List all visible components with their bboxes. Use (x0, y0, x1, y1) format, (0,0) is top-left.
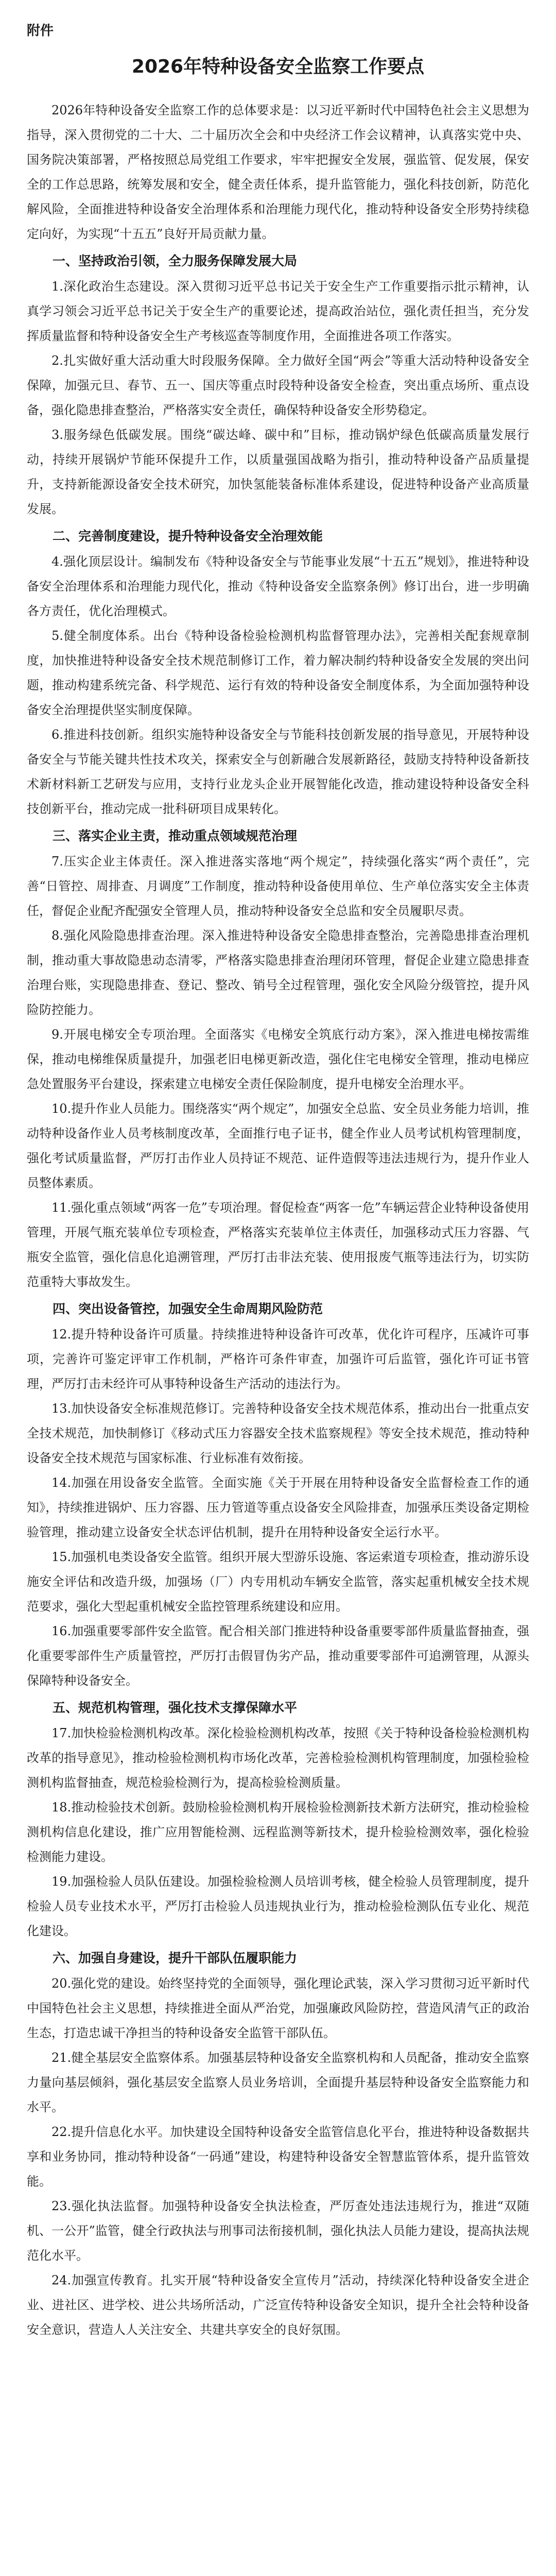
section-paragraph: 12.提升特种设备许可质量。持续推进特种设备许可改革，优化许可程序，压减许可事项，完善许可鉴定评审工作机制，严格许可条件审查，加强许可后监管，强化许可证书管理，严厉打击未经许可从事特种设备生产活动的违法行为。 (27, 1327, 529, 1391)
attachment-label: 附件 (27, 23, 54, 39)
section-paragraph: 9.开展电梯安全专项治理。全面落实《电梯安全筑底行动方案》，深入推进电梯按需维保，推动电梯维保质量提升，加强老旧电梯更新改造，强化住宅电梯安全管理，推动电梯应急处置服务平台建设，探索建立电梯安全责任保险制度，提升电梯安全治理水平。 (27, 1027, 529, 1091)
section-paragraph: 2.扎实做好重大活动重大时段服务保障。全力做好全国“两会”等重大活动特种设备安全保障，加强元旦、春节、五一、国庆等重点时段特种设备安全检查，突出重点场所、重点设备，强化隐患排查整治，严格落实安全责任，确保特种设备安全形势稳定。 (27, 353, 529, 417)
section-paragraph: 8.强化风险隐患排查治理。深入推进特种设备安全隐患排查整治，完善隐患排查治理机制，推动重大事故隐患动态清零，严格落实隐患排查治理闭环管理，督促企业建立隐患排查治理台账，实现隐患排查、登记、整改、销号全过程管理，强化安全风险分级管控，提升风险防控能力。 (27, 928, 529, 1017)
section-paragraph: 15.加强机电类设备安全监管。组织开展大型游乐设施、客运索道专项检查，推动游乐设施安全评估和改造升级，加强场（厂）内专用机动车辆安全监管，落实起重机械安全技术规范要求，强化大型起重机械安全监控管理系统建设和应用。 (27, 1550, 529, 1614)
section-heading: 一、坚持政治引领，全力服务保障发展大局 (53, 253, 298, 268)
section-paragraph: 20.强化党的建设。始终坚持党的全面领导，强化理论武装，深入学习贯彻习近平新时代中国特色社会主义思想，持续推进全面从严治党，加强廉政风险防控，营造风清气正的政治生态，打造忠诚干净担当的特种设备安全监管干部队伍。 (27, 1976, 529, 2040)
section-paragraph: 23.强化执法监督。加强特种设备安全执法检查，严厉查处违法违规行为，推进“双随机、一公开”监管，健全行政执法与刑事司法衔接机制，强化执法人员能力建设，提高执法规范化水平。 (27, 2199, 529, 2263)
section-paragraph: 3.服务绿色低碳发展。围绕“碳达峰、碳中和”目标，推动锅炉绿色低碳高质量发展行动，持续开展锅炉节能环保提升工作，以质量强国战略为指引，推动特种设备产品质量提升，支持新能源设备安全技术研究，加快氢能装备标准体系建设，促进特种设备产业高质量发展。 (27, 428, 529, 516)
document-title: 2026年特种设备安全监察工作要点 (131, 56, 425, 77)
section-paragraph: 24.加强宣传教育。扎实开展“特种设备安全宣传月”活动，持续深化特种设备安全进企业、进社区、进学校、进公共场所活动，广泛宣传特种设备安全知识，提升全社会特种设备安全意识，营造人人关注安全、共建共享安全的良好氛围。 (27, 2273, 529, 2337)
section-paragraph: 14.加强在用设备安全监管。全面实施《关于开展在用特种设备安全监督检查工作的通知》，持续推进锅炉、压力容器、压力管道等重点设备安全风险排查，加强承压类设备定期检验管理，推动建立设备安全状态评估机制，提升在用特种设备安全运行水平。 (27, 1476, 529, 1539)
intro-paragraph: 2026年特种设备安全监察工作的总体要求是：以习近平新时代中国特色社会主义思想为指导，深入贯彻党的二十大、二十届历次全会和中央经济工作会议精神，认真落实党中央、国务院决策部署，严格按照总局党组工作要求，牢牢把握安全发展，强监管、促发展，保安全的工作总思路，统筹发展和安全，健全责任体系，提升监管能力，强化科技创新，防范化解风险，全面推进特种设备安全治理体系和治理能力现代化，推动特种设备安全形势持续稳定向好，为实现“十五五”良好开局贡献力量。 (27, 103, 529, 241)
section-paragraph: 4.强化顶层设计。编制发布《特种设备安全与节能事业发展“十五五”规划》，推进特种设备安全治理体系和治理能力现代化，推动《特种设备安全监察条例》修订出台，进一步明确各方责任，优化治理模式。 (27, 554, 529, 618)
section-heading: 二、完善制度建设，提升特种设备安全治理效能 (53, 529, 323, 544)
section-heading: 四、突出设备管控，加强安全生命周期风险防范 (53, 1301, 323, 1316)
section-paragraph: 16.加强重要零部件安全监管。配合相关部门推进特种设备重要零部件质量监督抽查，强化重要零部件生产质量管控，严厉打击假冒伪劣产品，推动重要零部件可追溯管理，从源头保障特种设备安全。 (27, 1624, 529, 1688)
section-paragraph: 22.提升信息化水平。加快建设全国特种设备安全监管信息化平台，推进特种设备数据共享和业务协同，推动特种设备“一码通”建设，构建特种设备安全智慧监管体系，提升监管效能。 (27, 2125, 529, 2189)
document-body (27, 248, 529, 2342)
section-paragraph: 1.深化政治生态建设。深入贯彻习近平总书记关于安全生产工作重要指示批示精神，认真学习领会习近平总书记关于安全生产的重要论述，提高政治站位，强化责任担当，充分发挥质量监督和特种设备安全生产考核巡查等制度作用，全面推进各项工作落实。 (27, 279, 529, 343)
section-heading: 六、加强自身建设，提升干部队伍履职能力 (53, 1951, 298, 1965)
section-paragraph: 6.推进科技创新。组织实施特种设备安全与节能科技创新发展的指导意见，开展特种设备安全与节能关键共性技术攻关，探索安全与创新融合发展新路径，鼓励支持特种设备新技术新材料新工艺研发与应用，支持行业龙头企业开展智能化改造，推动建设特种设备安全科技创新平台，推动完成一批科研项目成果转化。 (27, 727, 529, 816)
section-paragraph: 13.加快设备安全标准规范修订。完善特种设备安全技术规范体系，推动出台一批重点安全技术规范，加快制修订《移动式压力容器安全技术监察规程》等安全技术规范，推动特种设备安全技术规范与国家标准、行业标准有效衔接。 (27, 1401, 529, 1465)
section-paragraph: 5.健全制度体系。出台《特种设备检验检测机构监督管理办法》，完善相关配套规章制度，加快推进特种设备安全技术规范制修订工作，着力解决制约特种设备安全发展的突出问题，推动构建系统完备、科学规范、运行有效的特种设备安全制度体系，为全面加强特种设备安全治理提供坚实制度保障。 (27, 629, 529, 717)
section-paragraph: 11.强化重点领域“两客一危”专项治理。督促检查“两客一危”车辆运营企业特种设备使用管理，开展气瓶充装单位专项检查，严格落实充装单位主体责任，加强移动式压力容器、气瓶安全监管，强化信息化追溯管理，严厉打击非法充装、使用报废气瓶等违法行为，切实防范重特大事故发生。 (27, 1200, 529, 1289)
section-paragraph: 7.压实企业主体责任。深入推进落实落地“两个规定”，持续强化落实“两个责任”，完善“日管控、周排查、月调度”工作制度，推动特种设备使用单位、生产单位落实安全主体责任，督促企业配齐配强安全管理人员，推动特种设备安全总监和安全员履职尽责。 (27, 854, 529, 918)
section-paragraph: 10.提升作业人员能力。围绕落实“两个规定”，加强安全总监、安全员业务能力培训，推动特种设备作业人员考核制度改革，全面推行电子证书，健全作业人员考试机构管理制度，强化考试质量监督，严厉打击作业人员持证不规范、证件造假等违法违规行为，提升作业人员整体素质。 (27, 1101, 529, 1190)
section-paragraph: 21.健全基层安全监察体系。加强基层特种设备安全监察机构和人员配备，推动安全监察力量向基层倾斜，强化基层安全监察人员业务培训，全面提升基层特种设备安全监察能力和水平。 (27, 2050, 529, 2114)
section-paragraph: 17.加快检验检测机构改革。深化检验检测机构改革，按照《关于特种设备检验检测机构改革的指导意见》，推动检验检测机构市场化改革，完善检验检测机构管理制度，加强检验检测机构监督抽查，规范检验检测行为，提高检验检测质量。 (27, 1726, 529, 1790)
section-paragraph: 19.加强检验人员队伍建设。加强检验检测人员培训考核，健全检验人员管理制度，提升检验人员专业技术水平，严厉打击检验人员违规执业行为，推动检验检测队伍专业化、规范化建设。 (27, 1874, 529, 1938)
section-heading: 三、落实企业主责，推动重点领域规范治理 (53, 828, 298, 843)
section-heading: 五、规范机构管理，强化技术支撑保障水平 (53, 1700, 298, 1715)
section-paragraph: 18.推动检验技术创新。鼓励检验检测机构开展检验检测新技术新方法研究，推动检验检测机构信息化建设，推广应用智能检测、远程监测等新技术，提升检验检测效率，强化检验检测能力建设。 (27, 1800, 529, 1864)
